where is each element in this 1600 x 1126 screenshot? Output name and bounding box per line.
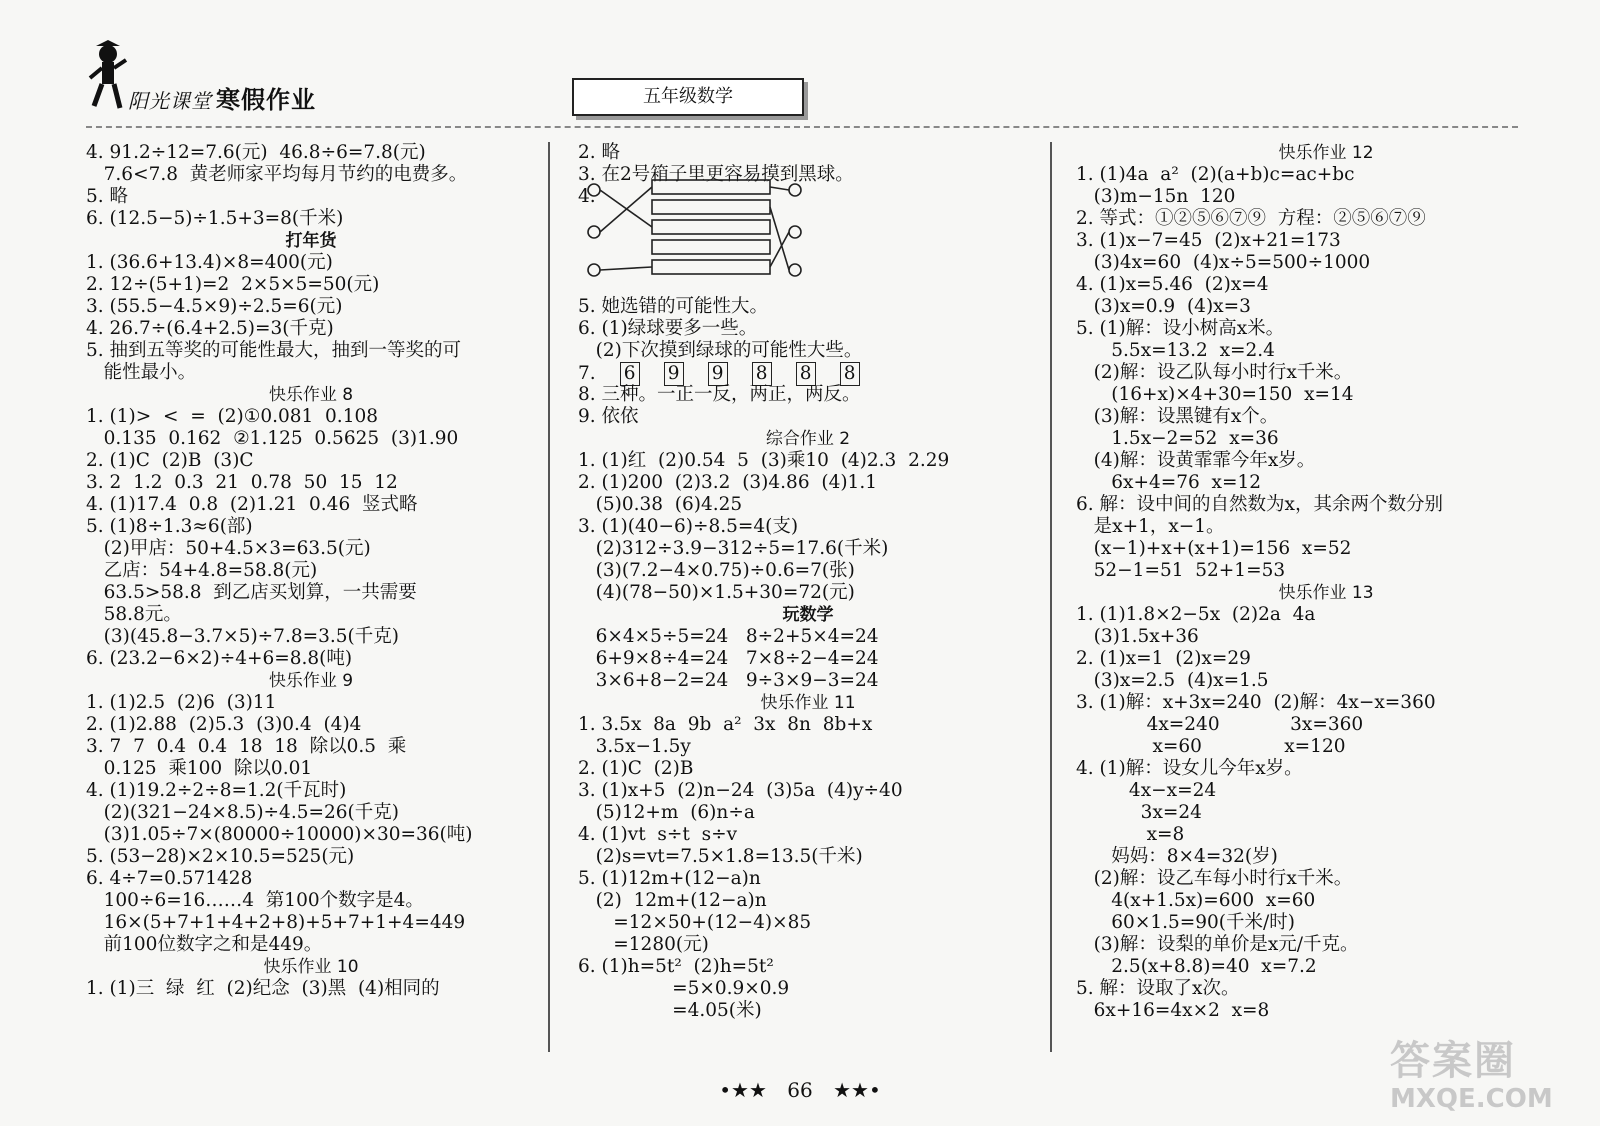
watermark-cn: 答案圈 bbox=[1390, 1038, 1516, 1084]
answer-column-2 bbox=[578, 142, 1038, 1022]
answer-box: 8 bbox=[840, 362, 860, 386]
answer-line: 4x=240 3x=360 bbox=[1076, 714, 1364, 735]
answer-line: (2)(321−24×8.5)÷4.5=26(千克) bbox=[86, 802, 399, 823]
answer-line: 2. (1)C (2)B bbox=[578, 758, 694, 779]
answer-line: 是x+1，x−1。 bbox=[1076, 516, 1225, 537]
answer-line: 6. (12.5−5)÷1.5+3=8(千米) bbox=[86, 208, 344, 229]
answer-line: 16×(5+7+1+4+2+8)+5+7+1+4=449 bbox=[86, 912, 466, 933]
answer-line: 9. 依依 bbox=[578, 406, 639, 427]
answer-line: =5×0.9×0.9 bbox=[578, 978, 790, 999]
brand-main: 寒假作业 bbox=[216, 86, 316, 114]
answer-line: 3. (1)解：x+3x=240 (2)解：4x−x=360 bbox=[1076, 692, 1436, 713]
subject-title-box bbox=[572, 78, 804, 116]
section-heading: 快乐作业 8 bbox=[268, 385, 354, 405]
answer-line: 3. 在2号箱子里更容易摸到黑球。 bbox=[578, 164, 854, 185]
answer-line: (2)312÷3.9−312÷5=17.6(千米) bbox=[578, 538, 889, 559]
answer-line: 6×4×5÷5=24 8÷2+5×4=24 bbox=[578, 626, 879, 647]
answer-line: 7.6<7.8 黄老师家平均每月节约的电费多。 bbox=[86, 164, 468, 185]
site-watermark bbox=[1390, 1038, 1578, 1118]
answer-line: 4. (1)19.2÷2÷8=1.2(千瓦时) bbox=[86, 780, 347, 801]
footer-stars-right: ★★• bbox=[833, 1078, 881, 1102]
answer-line: 2.5(x+8.8)=40 x=7.2 bbox=[1076, 956, 1317, 977]
answer-line: 3. 2 1.2 0.3 21 0.78 50 15 12 bbox=[86, 472, 398, 493]
answer-line: 3. (55.5−4.5×9)÷2.5=6(元) bbox=[86, 296, 343, 317]
answer-line: 4. (1)x=5.46 (2)x=4 bbox=[1076, 274, 1269, 295]
answer-line: 58.8元。 bbox=[86, 604, 182, 625]
answer-line: 8. 三种。一正一反，两正，两反。 bbox=[578, 384, 861, 405]
answer-line: (2)甲店：50+4.5×3=63.5(元) bbox=[86, 538, 371, 559]
answer-line: (2) 12m+(12−a)n bbox=[578, 890, 767, 911]
answer-line: 4. (1)17.4 0.8 (2)1.21 0.46 竖式略 bbox=[86, 494, 418, 515]
answer-line: 4. 91.2÷12=7.6(元) 46.8÷6=7.8(元) bbox=[86, 142, 426, 163]
answer-box: 8 bbox=[752, 362, 772, 386]
answer-line: 63.5>58.8 到乙店买划算，一共需要 bbox=[86, 582, 417, 603]
answer-line: 5. 她选错的可能性大。 bbox=[578, 296, 769, 317]
answer-line: 前100位数字之和是449。 bbox=[86, 934, 323, 955]
answer-line: =1280(元) bbox=[578, 934, 709, 955]
answer-line: 能性最小。 bbox=[86, 362, 197, 383]
answer-line: (5)12+m (6)n÷a bbox=[578, 802, 755, 823]
answer-line: 6. 4÷7=0.571428 bbox=[86, 868, 253, 889]
answer-line: 5. 解：设取了x次。 bbox=[1076, 978, 1240, 999]
answer-line: 5. (1)8÷1.3≈6(部) bbox=[86, 516, 253, 537]
answer-line: 6. (1)h=5t² (2)h=5t² bbox=[578, 956, 774, 977]
answer-line bbox=[578, 230, 1038, 252]
answer-line: 4. 26.7÷(6.4+2.5)=3(千克) bbox=[86, 318, 334, 339]
column-divider-1 bbox=[548, 142, 550, 1052]
answer-line: 2. (1)x=1 (2)x=29 bbox=[1076, 648, 1251, 669]
answer-line: (4)(78−50)×1.5+30=72(元) bbox=[578, 582, 855, 603]
answer-line: 4. (1)vt s÷t s÷v bbox=[578, 824, 738, 845]
header-divider bbox=[86, 126, 1518, 128]
page-footer bbox=[0, 1078, 1600, 1102]
answer-line: 6x+4=76 x=12 bbox=[1076, 472, 1262, 493]
answer-line: 6. (1)绿球要多一些。 bbox=[578, 318, 758, 339]
answer-line: 4x−x=24 bbox=[1076, 780, 1217, 801]
section-heading: 快乐作业 9 bbox=[268, 671, 354, 691]
page-header bbox=[0, 0, 1600, 135]
answer-line: 1. 3.5x 8a 9b a² 3x 8n 8b+x bbox=[578, 714, 873, 735]
answer-line: 5. (1)解：设小树高x米。 bbox=[1076, 318, 1285, 339]
answer-line: 4. bbox=[578, 186, 596, 207]
answer-line: 5. (53−28)×2×10.5=525(元) bbox=[86, 846, 355, 867]
answer-box: 9 bbox=[708, 362, 728, 386]
answer-line: (4)解：设黄霏霏今年x岁。 bbox=[1076, 450, 1316, 471]
answer-box: 9 bbox=[664, 362, 684, 386]
brand-title bbox=[128, 80, 316, 115]
answer-line: (3)1.05÷7×(80000÷10000)×30=36(吨) bbox=[86, 824, 473, 845]
answer-line bbox=[578, 208, 1038, 230]
answer-line bbox=[578, 252, 1038, 274]
answer-line: =12×50+(12−4)×85 bbox=[578, 912, 812, 933]
answer-line: (3)4x=60 (4)x÷5=500÷1000 bbox=[1076, 252, 1371, 273]
answer-line: 6x+16=4x×2 x=8 bbox=[1076, 1000, 1270, 1021]
answer-line: 3.5x−1.5y bbox=[578, 736, 691, 757]
answer-line: 0.135 0.162 ②1.125 0.5625 (3)1.90 bbox=[86, 428, 459, 449]
section-heading: 快乐作业 13 bbox=[1278, 583, 1374, 603]
answer-line: 乙店：54+4.8=58.8(元) bbox=[86, 560, 318, 581]
answer-line: (3)解：设梨的单价是x元/千克。 bbox=[1076, 934, 1359, 955]
answer-line: 100÷6=16……4 第100个数字是4。 bbox=[86, 890, 424, 911]
answer-line: 4. (1)解：设女儿今年x岁。 bbox=[1076, 758, 1303, 779]
answer-line: 3. 7 7 0.4 0.4 18 18 除以0.5 乘 bbox=[86, 736, 407, 757]
answer-line: 1. (36.6+13.4)×8=400(元) bbox=[86, 252, 333, 273]
answer-line: 5. (1)12m+(12−a)n bbox=[578, 868, 761, 889]
answer-line: 妈妈：8×4=32(岁) bbox=[1076, 846, 1278, 867]
answer-line: (2)解：设乙队每小时行x千米。 bbox=[1076, 362, 1353, 383]
answer-line: 7. 6 9 9 8 8 8 bbox=[578, 362, 1038, 384]
answer-line: (3)x=2.5 (4)x=1.5 bbox=[1076, 670, 1269, 691]
brand-script: 阳光课堂 bbox=[128, 89, 212, 113]
answer-line: 52−1=51 52+1=53 bbox=[1076, 560, 1286, 581]
mascot-icon bbox=[88, 40, 128, 112]
answer-box: 6 bbox=[620, 362, 640, 386]
answer-line: 1. (1)三 绿 红 (2)纪念 (3)黑 (4)相同的 bbox=[86, 978, 440, 999]
answer-line: (x−1)+x+(x+1)=156 x=52 bbox=[1076, 538, 1352, 559]
answer-line: 1. (1)2.5 (2)6 (3)11 bbox=[86, 692, 277, 713]
answer-line: 3. (1)(40−6)÷8.5=4(支) bbox=[578, 516, 799, 537]
answer-line: x=60 x=120 bbox=[1076, 736, 1346, 757]
answer-line: 1. (1)红 (2)0.54 5 (3)乘10 (4)2.3 2.29 bbox=[578, 450, 950, 471]
answer-line: 60×1.5=90(千米/时) bbox=[1076, 912, 1295, 933]
page-number: 66 bbox=[787, 1078, 813, 1102]
answer-column-3 bbox=[1076, 142, 1576, 1022]
answer-line: 5. 略 bbox=[86, 186, 129, 207]
answer-line: (3)(45.8−3.7×5)÷7.8=3.5(千克) bbox=[86, 626, 399, 647]
answer-line: (2)s=vt=7.5×1.8=13.5(千米) bbox=[578, 846, 863, 867]
answer-box: 8 bbox=[796, 362, 816, 386]
answer-line: (3)1.5x+36 bbox=[1076, 626, 1199, 647]
answer-line: 3. (1)x−7=45 (2)x+21=173 bbox=[1076, 230, 1341, 251]
answer-line: 6+9×8÷4=24 7×8÷2−4=24 bbox=[578, 648, 879, 669]
answer-line: 1.5x−2=52 x=36 bbox=[1076, 428, 1279, 449]
column-divider-2 bbox=[1050, 142, 1052, 1052]
subject-title: 五年级数学 bbox=[643, 86, 733, 107]
answer-line: 1. (1)1.8×2−5x (2)2a 4a bbox=[1076, 604, 1316, 625]
answer-line: (3)m−15n 120 bbox=[1076, 186, 1236, 207]
answer-line: 2. (1)C (2)B (3)C bbox=[86, 450, 254, 471]
answer-line: 1. (1)4a a² (2)(a+b)c=ac+bc bbox=[1076, 164, 1355, 185]
answer-line: 3x=24 bbox=[1076, 802, 1202, 823]
answer-line: 2. 略 bbox=[578, 142, 621, 163]
answer-line: 2. 12÷(5+1)=2 2×5×5=50(元) bbox=[86, 274, 380, 295]
answer-line: 1. (1)> < = (2)①0.081 0.108 bbox=[86, 406, 378, 427]
answer-line: 6. 解：设中间的自然数为x，其余两个数分别 bbox=[1076, 494, 1443, 515]
section-heading: 快乐作业 12 bbox=[1278, 143, 1374, 163]
answer-line: 2. (1)200 (2)3.2 (3)4.86 (4)1.1 bbox=[578, 472, 877, 493]
answer-line: =4.05(米) bbox=[578, 1000, 762, 1021]
answer-line: 3. (1)x+5 (2)n−24 (3)5a (4)y÷40 bbox=[578, 780, 903, 801]
section-heading: 综合作业 2 bbox=[765, 429, 851, 449]
answer-boxes bbox=[620, 362, 860, 386]
answer-line bbox=[578, 274, 1038, 296]
answer-line: 0.125 乘100 除以0.01 bbox=[86, 758, 313, 779]
section-heading: 玩数学 bbox=[782, 605, 834, 625]
answer-line: 6. (23.2−6×2)÷4+6=8.8(吨) bbox=[86, 648, 353, 669]
answer-line: 2. (1)2.88 (2)5.3 (3)0.4 (4)4 bbox=[86, 714, 362, 735]
watermark-en: MXQE.COM bbox=[1390, 1084, 1553, 1114]
answer-line: (3)解：设黑键有x个。 bbox=[1076, 406, 1279, 427]
answer-line: (3)x=0.9 (4)x=3 bbox=[1076, 296, 1251, 317]
answer-line: (5)0.38 (6)4.25 bbox=[578, 494, 743, 515]
answer-line: (3)(7.2−4×0.75)÷0.6=7(张) bbox=[578, 560, 855, 581]
answer-line: 4(x+1.5x)=600 x=60 bbox=[1076, 890, 1316, 911]
section-heading: 打年货 bbox=[285, 231, 337, 251]
section-heading: 快乐作业 11 bbox=[760, 693, 856, 713]
section-heading: 快乐作业 10 bbox=[263, 957, 359, 977]
answer-column-1 bbox=[86, 142, 536, 1000]
answer-line: (2)解：设乙车每小时行x千米。 bbox=[1076, 868, 1353, 889]
answer-line: (2)下次摸到绿球的可能性大些。 bbox=[578, 340, 863, 361]
answer-line: 5.5x=13.2 x=2.4 bbox=[1076, 340, 1275, 361]
answer-line: 5. 抽到五等奖的可能性最大，抽到一等奖的可 bbox=[86, 340, 462, 361]
answer-line: (16+x)×4+30=150 x=14 bbox=[1076, 384, 1354, 405]
answer-line: 3×6+8−2=24 9÷3×9−3=24 bbox=[578, 670, 879, 691]
answer-line: 2. 等式：①②⑤⑥⑦⑨ 方程：②⑤⑥⑦⑨ bbox=[1076, 208, 1426, 229]
answer-line: x=8 bbox=[1076, 824, 1185, 845]
footer-stars-left: •★★ bbox=[719, 1078, 767, 1102]
